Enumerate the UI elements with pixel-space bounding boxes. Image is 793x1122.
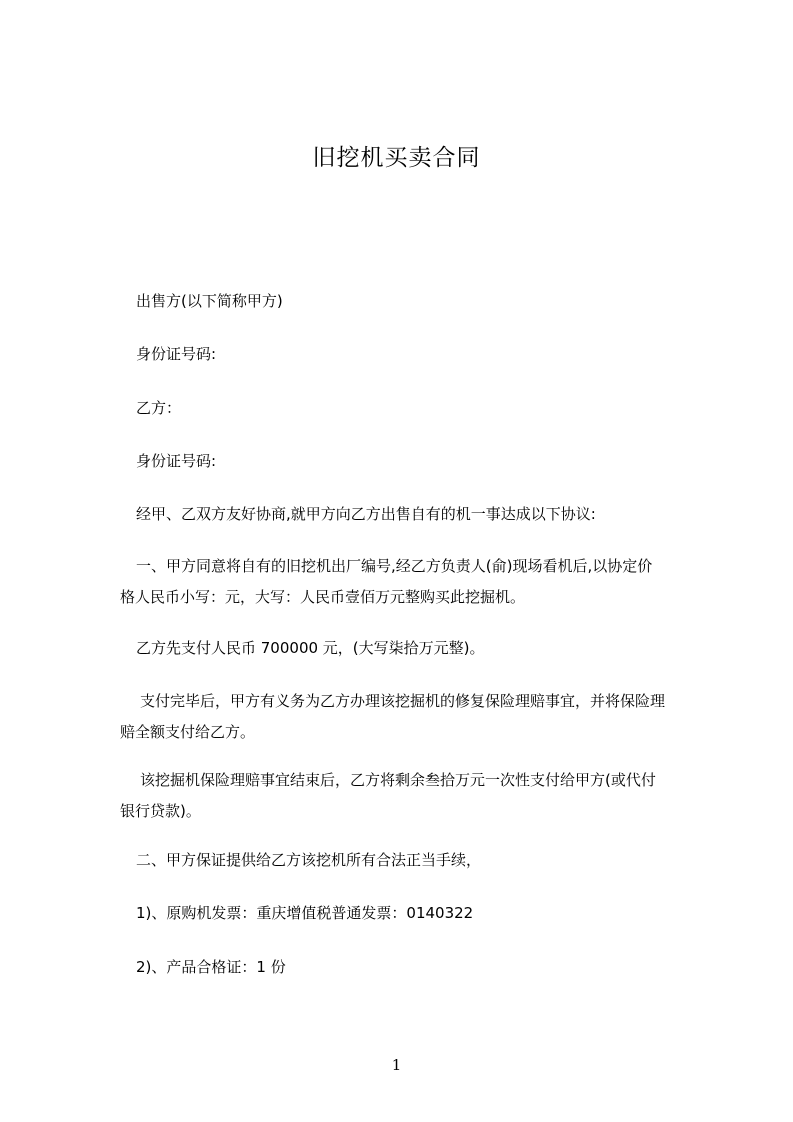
- seller-id-label: 身份证号码:: [136, 345, 217, 363]
- balance-clause-line-2: 银行贷款)。: [120, 802, 201, 820]
- clause-1: [120, 551, 712, 613]
- balance-clause: [120, 765, 712, 827]
- clause-1-line-2: 格人民币小写：元，大写：人民币壹佰万元整购买此挖掘机。: [120, 588, 526, 606]
- insurance-clause-line-2: 赔全额支付给乙方。: [120, 723, 256, 741]
- insurance-clause-line-1: 支付完毕后，甲方有义务为乙方办理该挖掘机的修复保险理赔事宜，并将保险理: [140, 692, 666, 710]
- agreement-intro: 经甲、乙双方友好协商,就甲方向乙方出售自有的机一事达成以下协议:: [136, 505, 596, 523]
- buyer-label: 乙方：: [136, 399, 182, 417]
- seller-label: 出售方(以下简称甲方): [136, 292, 283, 310]
- first-payment: 乙方先支付人民币 700000 元，(大写柒拾万元整)。: [136, 639, 485, 657]
- document-title: 旧挖机买卖合同: [312, 145, 481, 171]
- clause-2: 二、甲方保证提供给乙方该挖机所有合法正当手续，: [136, 851, 482, 869]
- clause-1-line-1: 一、甲方同意将自有的旧挖机出厂编号,经乙方负责人(俞)现场看机后,以协定价: [136, 557, 653, 575]
- document-item-1: 1)、原购机发票：重庆增值税普通发票：0140322: [136, 904, 474, 922]
- balance-clause-line-1: 该挖掘机保险理赔事宜结束后，乙方将剩余叁拾万元一次性支付给甲方(或代付: [140, 771, 656, 789]
- document-item-2: 2)、产品合格证：1 份: [136, 958, 286, 976]
- insurance-clause: [120, 686, 712, 748]
- buyer-id-label: 身份证号码:: [136, 452, 217, 470]
- page-number: 1: [391, 1056, 402, 1074]
